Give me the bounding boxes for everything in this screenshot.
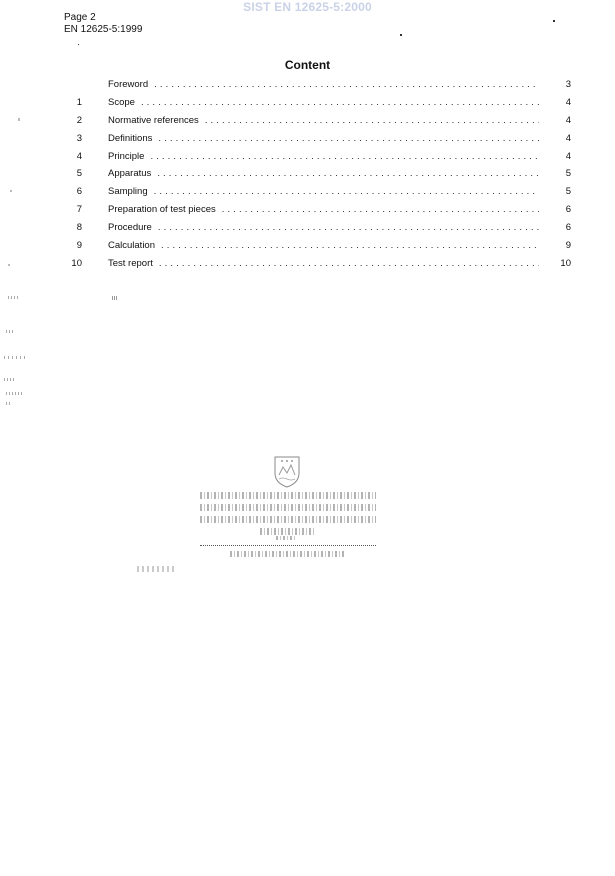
toc-entry-scope[interactable] — [60, 96, 575, 114]
toc-leader — [222, 203, 539, 217]
scan-speck — [18, 118, 20, 121]
toc-entry-number: 9 — [76, 240, 82, 252]
toc-entry-title: Calculation — [108, 240, 155, 252]
scan-speck — [6, 330, 14, 333]
toc-entry-page: 6 — [565, 204, 571, 216]
toc-entry-definitions[interactable] — [60, 132, 575, 150]
toc-entry-number: 1 — [76, 96, 82, 108]
toc-entry-title: Sampling — [108, 186, 148, 198]
toc-leader — [158, 132, 539, 146]
toc-entry-title: Test report — [108, 257, 153, 269]
toc-entry-sampling[interactable] — [60, 185, 575, 203]
toc-leader — [157, 167, 539, 181]
toc-entry-page: 4 — [565, 150, 571, 162]
stamp-text-line — [200, 492, 376, 499]
toc-entry-page: 3 — [565, 79, 571, 90]
toc-entry-number: 8 — [76, 222, 82, 234]
page-number: Page 2 — [64, 12, 96, 23]
toc-entry-page: 5 — [565, 168, 571, 180]
toc-leader — [154, 185, 539, 199]
toc-entry-page: 6 — [565, 222, 571, 234]
scan-speck — [8, 264, 10, 266]
official-stamp — [178, 455, 398, 575]
stamp-signature-line — [200, 545, 376, 546]
toc-entry-title: Procedure — [108, 222, 152, 234]
toc-entry-principle[interactable] — [60, 150, 575, 168]
scan-speck — [553, 20, 555, 22]
toc-entry-number: 3 — [76, 132, 82, 144]
toc-entry-apparatus[interactable] — [60, 167, 575, 185]
table-of-contents — [60, 78, 575, 275]
toc-entry-page: 10 — [560, 257, 571, 269]
stamp-text-line — [200, 516, 376, 523]
toc-leader — [158, 221, 539, 235]
toc-entry-test-report[interactable] — [60, 257, 575, 275]
scan-speck — [4, 378, 14, 381]
scan-speck — [400, 34, 402, 36]
toc-entry-preparation-of-test-pieces[interactable] — [60, 203, 575, 221]
toc-leader — [159, 257, 539, 271]
stamp-text-line — [200, 504, 376, 511]
toc-entry-page: 5 — [565, 186, 571, 198]
coat-of-arms-icon — [272, 455, 302, 489]
stamp-text-line — [230, 551, 346, 557]
toc-leader — [150, 150, 539, 164]
scan-speck — [8, 296, 20, 299]
toc-entry-title: Foreword — [108, 79, 149, 90]
toc-leader — [154, 78, 539, 92]
toc-entry-procedure[interactable] — [60, 221, 575, 239]
toc-entry-page: 9 — [565, 240, 571, 252]
stamp-text-line — [260, 528, 316, 535]
scan-speck — [10, 190, 12, 192]
stamp-handwriting — [137, 566, 177, 572]
standard-id: EN 12625-5:1999 — [64, 24, 143, 35]
toc-entry-page: 4 — [565, 96, 571, 108]
watermark: SIST EN 12625-5:2000 — [243, 0, 372, 14]
toc-entry-normative-references[interactable] — [60, 114, 575, 132]
toc-entry-title: Normative references — [108, 114, 199, 126]
page-header — [64, 12, 142, 36]
toc-entry-title: Preparation of test pieces — [108, 204, 216, 216]
toc-entry-foreword[interactable] — [60, 78, 575, 96]
toc-entry-number: 10 — [71, 257, 82, 269]
toc-entry-title: Definitions — [108, 132, 153, 144]
toc-entry-page: 4 — [565, 114, 571, 126]
toc-leader — [205, 114, 539, 128]
toc-entry-number: 2 — [76, 114, 82, 126]
page-title: Content — [284, 58, 331, 72]
toc-entry-number: 7 — [76, 204, 82, 216]
toc-entry-calculation[interactable] — [60, 239, 575, 257]
toc-entry-title: Principle — [108, 150, 145, 162]
toc-entry-title: Apparatus — [108, 168, 152, 180]
toc-entry-page: 4 — [565, 132, 571, 144]
toc-entry-title: Scope — [108, 96, 135, 108]
toc-entry-number: 4 — [76, 150, 82, 162]
scan-speck — [6, 392, 22, 395]
toc-leader — [141, 96, 539, 110]
toc-entry-number: 6 — [76, 186, 82, 198]
stamp-text-line — [276, 536, 296, 540]
scan-speck — [6, 402, 12, 405]
scan-speck — [78, 44, 79, 45]
scan-speck — [112, 296, 118, 300]
toc-entry-number: 5 — [76, 168, 82, 180]
scan-speck — [4, 356, 26, 359]
toc-leader — [161, 239, 539, 253]
